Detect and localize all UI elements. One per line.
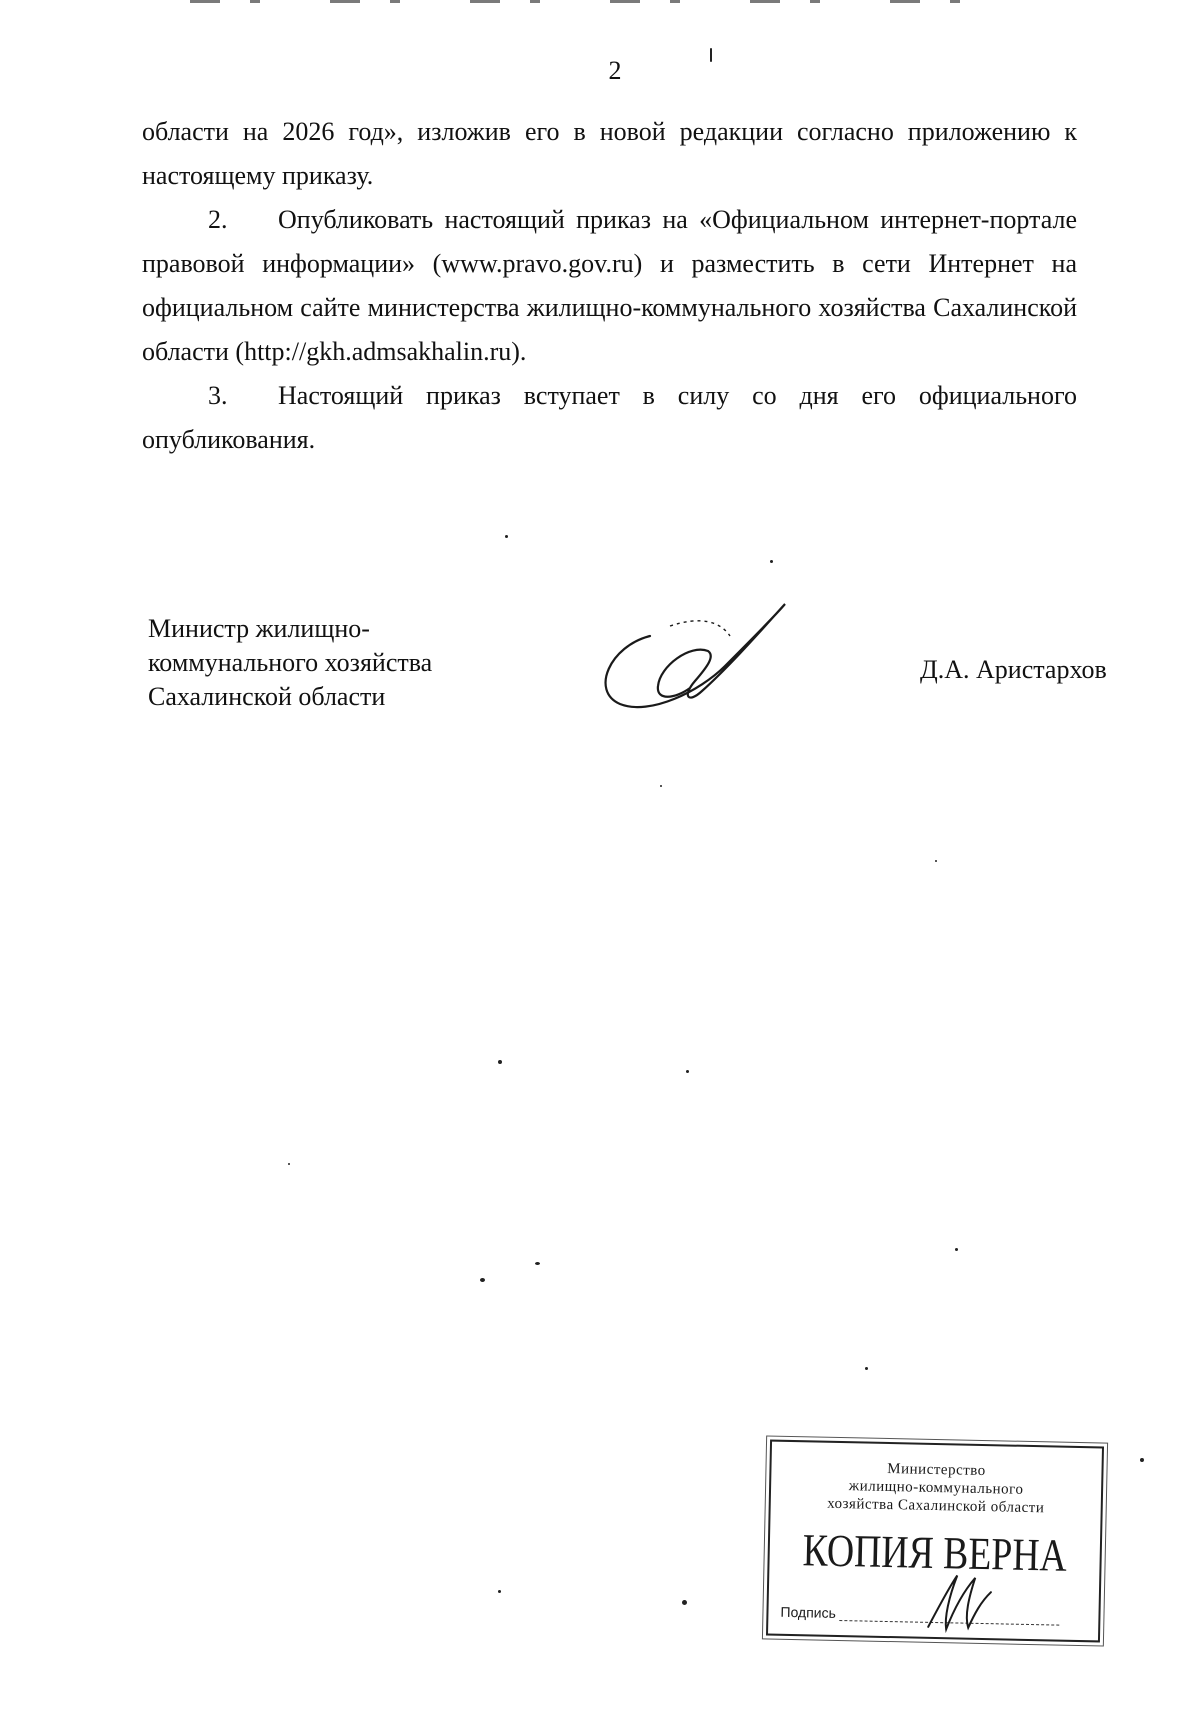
item-number: 3. [208, 381, 228, 410]
signatory-title [148, 612, 568, 714]
scan-speck [498, 1060, 502, 1064]
scan-speck [498, 1590, 501, 1593]
signatory-title-line: Сахалинской области [148, 682, 386, 711]
scan-speck [682, 1600, 687, 1605]
signatory-title-line: Министр жилищно- [148, 614, 370, 643]
document-body [142, 110, 1077, 462]
scan-speck [1140, 1458, 1144, 1462]
item-text: Настоящий приказ вступает в силу со дня его официального опубликования. [142, 381, 1077, 454]
paragraph-item-3 [142, 374, 1077, 462]
page-number: 2 [608, 56, 622, 85]
stamp-title: КОПИЯ ВЕРНА [802, 1524, 1068, 1581]
item-text: Опубликовать настоящий приказ на «Официальном интернет-портале правовой информации» (www.pravo.gov.ru) и разместить в сети Интернет на официальном сайте министерства жилищно-коммунального хозяйства Сахалинской области (http://gkh.admsakhalin.ru). [142, 205, 1077, 366]
scan-speck [865, 1367, 868, 1370]
scan-speck [710, 48, 712, 62]
scan-speck [660, 785, 662, 787]
signatory-title-line: коммунального хозяйства [148, 648, 433, 677]
item-number: 2. [208, 205, 228, 234]
scan-speck [535, 1262, 540, 1265]
scan-speck [480, 1278, 485, 1282]
scan-speck [770, 560, 773, 563]
stamp-signature-scribble [918, 1567, 999, 1639]
paragraph-continuation: области на 2026 год», изложив его в новой редакции согласно приложению к настоящему приказу. [142, 117, 1077, 190]
stamp-org-line: Министерство [887, 1460, 986, 1480]
scan-speck [935, 860, 937, 862]
stamp-sign-label: Подпись [780, 1603, 837, 1621]
paragraph-item-2 [142, 198, 1077, 374]
scan-top-edge [190, 0, 990, 3]
scan-speck [686, 1070, 689, 1073]
stamp-org-line: жилищно-коммунального [848, 1478, 1024, 1498]
stamp-org-line: хозяйства Сахалинской области [826, 1495, 1045, 1517]
scan-speck [955, 1248, 958, 1251]
signatory-name: Д.А. Аристархов [920, 655, 1107, 684]
handwritten-signature [590, 596, 800, 716]
scan-speck [288, 1163, 290, 1165]
certified-copy-stamp [766, 1440, 1104, 1643]
stamp-organization [771, 1458, 1102, 1519]
scan-speck [505, 535, 508, 538]
